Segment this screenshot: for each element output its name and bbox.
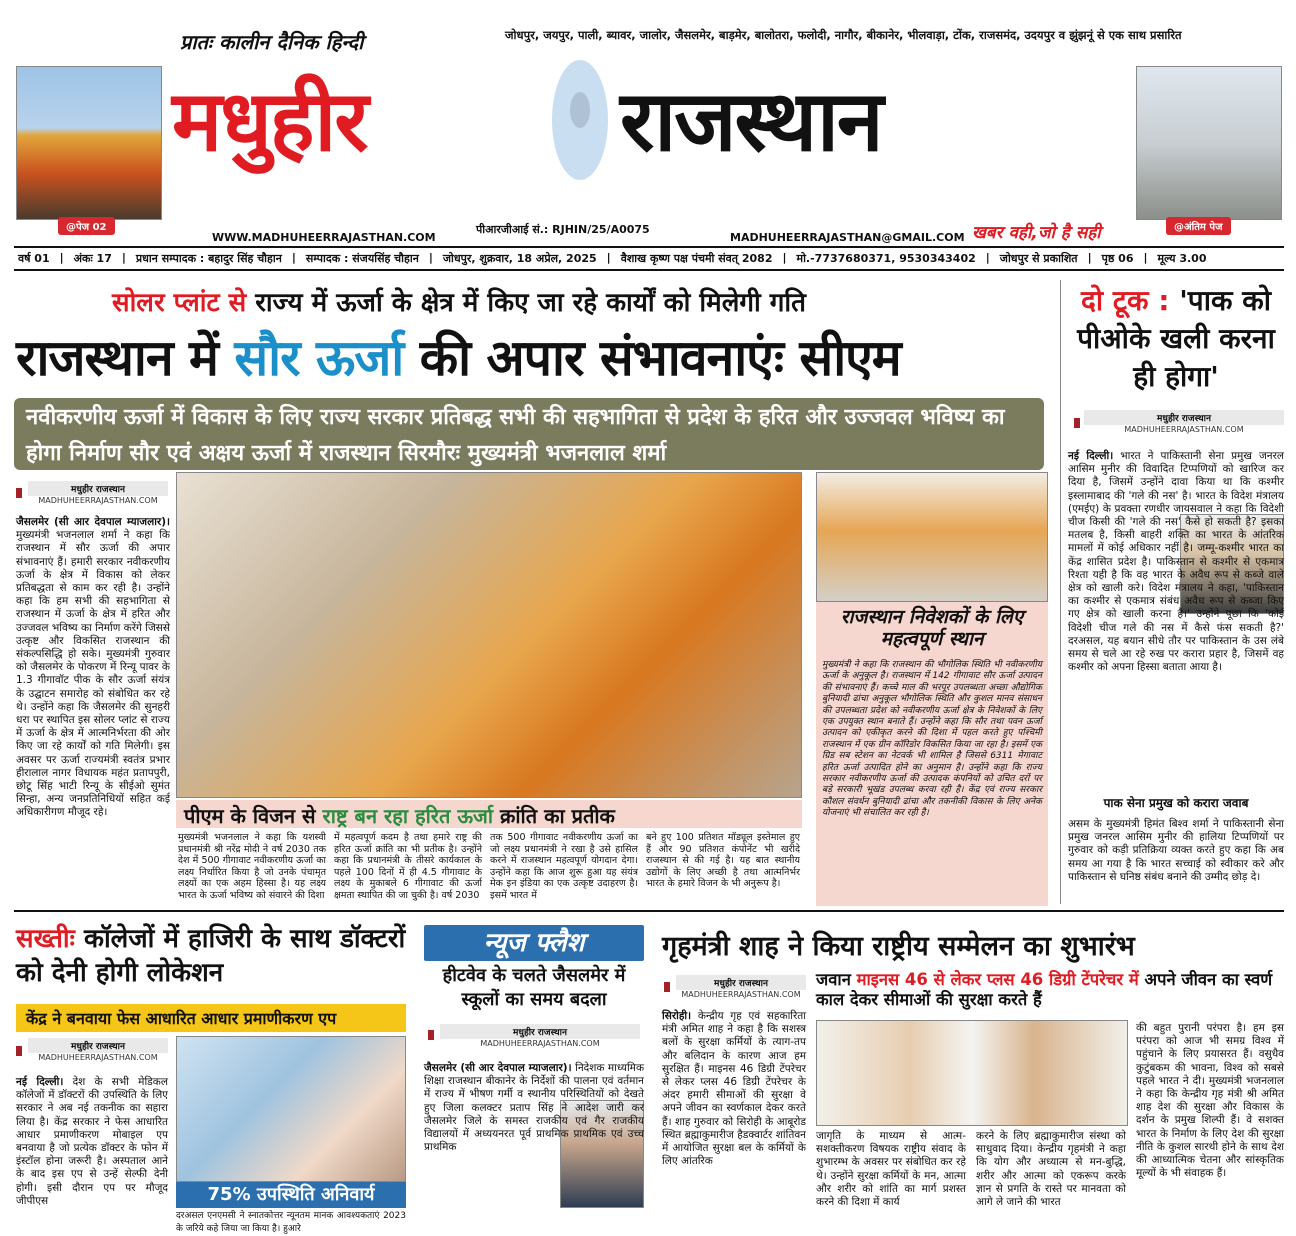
shah-deck — [816, 970, 1284, 1010]
lead-kicker-rest: राज्य में ऊर्जा के क्षेत्र में किए जा रहे कार्यों को मिलेगी गति — [255, 288, 806, 318]
shah-body-col4: की बहुत पुरानी परंपरा है। हम इस परंपरा को आज भी समग्र विश्व में पहुंचाने के लिए प्रयासरत हैं। वसुधैव कुटुंबकम की भावना, विश्व को सबसे पहले भारत ने दी। मुख्यमंत्री भजनलाल ने कहा कि केन्द्रीय गृह मंत्री श्री अमित शाह देश की सुरक्षा और विकास के दर्शन के प्रमुख शिल्पी हैं। वे सशक्त भारत के निर्माण के लिए देश की सुरक्षा नीति के कुशल सारथी होने के साथ देश की आध्यात्मिक चेतना और सांस्कृतिक मूल्यों के भी संवाहक हैं। — [1136, 1022, 1284, 1180]
lead-headline-a: राजस्थान में — [16, 329, 218, 387]
lead-kicker — [112, 283, 806, 319]
news-flash-credit-site: MADHUHEERRAJASTHAN.COM — [480, 1039, 600, 1048]
year: वर्ष 01 — [18, 252, 50, 265]
email-link[interactable]: MADHUHEERRAJASTHAN@GMAIL.COM — [730, 231, 965, 244]
news-flash-body-text: निदेशक माध्यमिक शिक्षा राजस्थान बीकानेर के निर्देशों की पालना एवं वर्तमान में राज्य में भीषण गर्मी व स्थानीय परिस्थितियों को देखते हुए जिला कलक्टर प्रताप सिंह ने आदेश जारी कर जैसलमेर जिले के समस्त राजकीय एवं गैर राजकीय विद्यालयों में अध्ययनरत पूर्व प्राथमिक प्राथमिक एवं उच्च प्राथमिक — [424, 1062, 645, 1154]
shah-credit-site: MADHUHEERRAJASTHAN.COM — [681, 990, 801, 999]
right-credit-name: मधुहीर राजस्थान — [1084, 410, 1284, 425]
right-photo-caption: @अंतिम पेज — [1166, 217, 1231, 235]
right-body-bottom: असम के मुख्यमंत्री हिमंत बिश्व शर्मा ने पाकिस्तानी सेना प्रमुख जनरल आसिम मुनीर की हालिया टिप्पणियों पर गुरुवार को कड़ी प्रतिक्रिया व्यक्त करते हुए कहा कि अब समय आ गया है कि भारत सच्चाई को स्वीकार करे और पाकिस्तान से घनिष्ठ संबंध बनाने की उम्मीद छोड़ दे। — [1068, 818, 1284, 883]
lead-photo-release — [816, 472, 1048, 602]
shah-body-col1 — [662, 1010, 806, 1226]
registration-number: पीआरजीआई सं.: RJHIN/25/A0075 — [476, 223, 650, 236]
lead-subhead-a: पीएम के विजन से — [184, 804, 316, 828]
shah-body-col1-text: केन्द्रीय गृह एवं सहकारिता मंत्री अमित शाह ने कहा है कि सशस्त्र बलों के सुरक्षा कर्मियों के त्याग-तप और बलिदान के कारण आज हम सुरक्षित हैं। माइनस 46 डिग्री टेंपरेचर से लेकर प्लस 46 डिग्री टेंपरेचर के अंदर हमारी सीमाओं की सुरक्षा वे अपने जीवन का स्वर्णकाल देकर करते हैं। शाह गुरुवार को सिरोही के आबूरोड स्थित ब्रह्माकुमारीज हैडक्वार्टर शांतिवन में आयोजित सुरक्षा बल के कर्मियों के लिए आंतरिक — [662, 1010, 807, 1168]
attendance-kicker: सख्तीः — [16, 924, 75, 954]
lead-headline — [16, 322, 901, 390]
right-body-top-text: भारत ने पाकिस्तानी सेना प्रमुख जनरल आसिम मुनीर की विवादित टिप्पणियों को खारिज कर दिया है, जिसमें उन्होंने दावा किया था कि कश्मीर इस्लामाबाद की 'गले की नस' है। भारत के विदेश मंत्रालय (एमईए) के प्रवक्ता रणधीर जायसवाल ने कहा कि विदेशी चीज किसी की 'गले की नस' कैसे हो सकती है? इसका मतलब है, किसी बाहरी शक्ति का भारत के आंतरिक मामलों में कोई अधिकार नहीं है। जम्मू-कश्मीर भारत का केंद्र शासित प्रदेश है। पाकिस्तान से कश्मीर से एकमात्र रिश्ता यही है कि वह भारत के अवैध रूप से कब्जे वाले क्षेत्र को खाली करे। विदेश मंत्रालय ने कहा, 'पाकिस्तान का कश्मीर से एकमात्र संबंध अवैध रूप से कब्जा किए गए क्षेत्र को खाली करना है।' उन्होंने पूछा कि 'कोई विदेशी चीज गले की नस में कैसे फंस सकती है?' दरअसल, यह बयान सीधे तौर पर पाकिस्तान के उस लंबे समय से चले आ रहे रुख पर करारा प्रहार है, जिसमें वह कश्मीर को अपना हिस्सा बताता आया है। — [1068, 450, 1284, 674]
lead-subhead-c: क्रांति का प्रतीक — [500, 804, 615, 828]
slogan: खबर वही,जो है सही — [972, 223, 1101, 243]
right-kicker: दो टूक : — [1081, 284, 1170, 317]
infobar: वर्ष 01 | अंकः 17 | प्रधान सम्पादक : बहादुर सिंह चौहान | सम्पादक : संजयसिंह चौहान | जोधपुर, शुक्रवार, 18 अप्रेल, 2025 | वैशाख कृष्ण पक्ष पंचमी संवत् 2082 | मो.-7737680371, 9530343402 | जोधपुर से प्रकाशित | पृष्ठ 06 | मूल्य 3.00 — [18, 251, 1207, 265]
samvat: वैशाख कृष्ण पक्ष पंचमी संवत् 2082 — [620, 252, 773, 265]
lead-sub-col4: बने हुए 100 प्रतिशत मॉड्यूल इस्तेमाल हुए हैं और 90 प्रतिशत कंपोनेंट भी खरीदे राजस्थान से की गई है। यह बात स्थानीय उद्योगों के लिए अच्छी है तथा आत्मनिर्भर भारत के हमारे विजन के भी अनुरूप है। — [646, 832, 800, 889]
lead-sub-col3: तक 500 गीगावाट नवीकरणीय ऊर्जा का जो लक्ष्य प्रधानमंत्री ने रखा है उसे हासिल करने में राजस्थान महत्वपूर्ण योगदान देगा। उन्होंने कहा कि आज शुरू हुआ यह संयंत्र मेक इन इंडिया का एक उत्कृष्ट उदाहरण है। इसमें भारत में — [490, 832, 638, 901]
lead-photo-ceremony — [176, 472, 802, 798]
news-flash-credit — [440, 1024, 640, 1048]
attendance-credit-site: MADHUHEERRAJASTHAN.COM — [38, 1053, 158, 1062]
section-divider — [14, 910, 1284, 912]
right-dateline: नई दिल्ली। — [1068, 450, 1114, 462]
lead-credit-name: मधुहीर राजस्थान — [28, 481, 168, 496]
lead-sub-col2: में महत्वपूर्ण कदम है तथा हमारे राष्ट्र की हरित ऊर्जा क्रांति का भी प्रतीक है। उन्होंने कहा कि प्रधानमंत्री के तीसरे कार्यकाल के पहले 100 दिनों में ही 4.5 गीगावाट के लक्ष्य के मुकाबले 6 गीगावाट की ऊर्जा क्षमता स्थापित की जा चुकी है। वर्ष 2030 — [334, 832, 482, 901]
issue-date: जोधपुर, शुक्रवार, 18 अप्रेल, 2025 — [442, 252, 597, 265]
right-col-divider — [1060, 280, 1061, 904]
lead-headline-c: की अपार संभावनाएंः सीएम — [419, 329, 901, 387]
published-from: जोधपुर से प्रकाशित — [999, 252, 1078, 265]
lead-marker — [16, 488, 22, 498]
masthead-title-part2: राजस्थान — [620, 72, 882, 170]
right-marker — [1074, 418, 1080, 428]
shah-credit-name: मधुहीर राजस्थान — [676, 975, 806, 990]
right-subhead: पाक सेना प्रमुख को करारा जवाब — [1103, 796, 1249, 810]
shah-body-col2: जागृति के माध्यम से आत्म-सशक्तीकरण विषयक राष्ट्रीय संवाद के शुभारम्भ के अवसर पर संबोधित कर रहे थे। उन्होंने सुरक्षा कर्मियों के मन, आत्मा और शरीर को शांति का मार्ग प्रशस्त करने की दिशा में कार्य — [816, 1130, 966, 1209]
lead-body-text: मुख्यमंत्री भजनलाल शर्मा ने कहा कि राजस्थान में सौर ऊर्जा की अपार संभावनाएं हैं। हमारी सरकार नवीकरणीय ऊर्जा के क्षेत्र में विकास को लेकर प्रतिबद्धता से काम कर रही है। उन्होंने कहा कि हम सभी की सहभागिता से राजस्थान में ऊर्जा के क्षेत्र में हरित और उज्जवल भविष्य का निर्माण करेंगे जिससे उत्कृष्ट और विकसित राजस्थान की संकल्पसिद्धि हो सके। मुख्यमंत्री गुरुवार को जैसलमेर के पोकरण में रिन्यू पावर के 1.3 गीगावॉट पीक के सौर ऊर्जा संयंत्र के उद्घाटन समारोह को संबोधित कर रहे थे। उन्होंने कहा कि जैसलमेर की सुनहरी धरा पर स्थापित इस सोलर प्लांट से राज्य में ऊर्जा के क्षेत्र में आत्मनिर्भरता की ओर किए जा रहे कार्यों को गति मिलेगी। इस अवसर पर ऊर्जा राज्यमंत्री स्वतंत्र प्रभार हीरालाल नागर विधायक महंत प्रतापपुरी, छोटू सिंह भाटी रिन्यू के सीईओ सुमंत सिन्हा, अन्य जनप्रतिनिधियों सहित कई अधिकारीगण मौजूद रहे। — [16, 529, 170, 819]
shah-deck-c: अपने जीवन का स्वर्ण काल देकर सीमाओं की सुरक्षा करते हैं — [816, 970, 1273, 1009]
news-flash-body — [424, 1062, 644, 1226]
right-masthead-photo — [1136, 66, 1282, 220]
shah-marker — [664, 982, 670, 992]
news-flash-marker — [428, 1030, 434, 1040]
editor: सम्पादक : संजयसिंह चौहान — [305, 252, 419, 265]
attendance-body-text: देश के सभी मेडिकल कॉलेजों में डॉक्टरों की उपस्थिति के लिए सरकार ने अब नई तकनीक का सहारा लिया है। केंद्र सरकार ने फेस आधारित आधार प्रमाणीकरण मोबाइल एप बनवाया है जो प्रत्येक डॉक्टर के फोन में इंस्टॉल होना जरूरी है। अस्पताल आने के बाद इस एप से उन्हें सेल्फी देनी होगी। इसी दौरान एप पर मौजूद जीपीएस — [16, 1076, 168, 1207]
lead-credit — [28, 481, 168, 505]
right-body-top — [1068, 450, 1284, 790]
edition-cities: जोधपुर, जयपुर, पाली, ब्यावर, जालोर, जैसलमेर, बाड़मेर, बालोतरा, फलोदी, नागौर, बीकानेर, भीलवाड़ा, टोंक, राजसमंद, उदयपुर व झुंझनूं से एक साथ प्रसारित — [505, 28, 1182, 42]
shah-dateline: सिरोही। — [662, 1010, 692, 1022]
shah-body-col3: करने के लिए ब्रह्माकुमारीज संस्था को साधुवाद दिया। केन्द्रीय गृहमंत्री ने कहा कि योग और अध्यात्म से मन-बुद्धि, शरीर और आत्मा को एकरूप करके ज्ञान से प्रगति के रास्ते पर मानवता को आगे ले जाने की भारत — [976, 1130, 1126, 1209]
page-count: पृष्ठ 06 — [1101, 252, 1134, 265]
lead-dateline: जैसलमेर (सी आर देवपाल म्याजलार)। — [16, 516, 170, 528]
side-body: मुख्यमंत्री ने कहा कि राजस्थान की भौगोलिक स्थिति भी नवीकरणीय ऊर्जा के अनुकूल है। राजस्थान में 142 गीगावाट सौर ऊर्जा उत्पादन की संभावनाएं हैं। कच्चे माल की भरपूर उपलब्धता अच्छा औद्योगिक बुनियादी ढांचा अनुकूल भौगोलिक स्थिति और कुशल मानव संसाधन की उपलब्धता प्रदेश को नवीकरणीय ऊर्जा क्षेत्र के निवेशकों के लिए एक उपयुक्त स्थान बनाते हैं। उन्होंने कहा कि सौर तथा पवन ऊर्जा उत्पादन को एकीकृत करने की दिशा में पहल करते हुए पश्चिमी राजस्थान में एक ग्रीन कॉरिडोर विकसित किया जा रहा है। इसमें एक ग्रिड सब स्टेशन का नेटवर्क भी शामिल है जिससे 6311 मेगावाट हरित ऊर्जा उत्पादित होने का अनुमान है। उन्होंने कहा कि राज्य सरकार नवीकरणीय ऊर्जा की उत्पादक कंपनियों को उचित दरों पर बड़े सरकारी भूखंड उपलब्ध करवा रही है। केंद्र एवं राज्य सरकार कौशल संवर्धन बुनियादी ढांचा और तकनीकी विकास के लिए अनेक योजनाएं भी संचालित कर रही है। — [822, 660, 1042, 819]
attendance-headline-text: कॉलेजों में हाजिरी के साथ डॉक्टरों को देनी होगी लोकेशन — [16, 924, 406, 988]
right-credit-site: MADHUHEERRAJASTHAN.COM — [1124, 425, 1244, 434]
right-headline-text: 'पाक को पीओके खली करना ही होगा' — [1077, 284, 1275, 393]
lead-subhead — [176, 800, 802, 828]
issue: अंकः 17 — [73, 252, 112, 265]
lead-body — [16, 516, 170, 906]
shah-deck-a: जवान — [816, 970, 851, 989]
shah-deck-b: माइनस 46 से लेकर प्लस 46 डिग्री टेंपरेचर में — [856, 970, 1139, 989]
lead-headline-b: सौर ऊर्जा — [234, 329, 404, 387]
chief-editor: प्रधान सम्पादक : बहादुर सिंह चौहान — [135, 252, 282, 265]
masthead-title-part1: मधुहीर — [172, 72, 367, 170]
right-credit — [1084, 410, 1284, 434]
train-photo — [16, 66, 162, 220]
lead-sub-col1: मुख्यमंत्री भजनलाल ने कहा कि यशस्वी प्रधानमंत्री श्री नरेंद्र मोदी ने वर्ष 2030 तक देश में 500 गीगावाट नवीकरणीय ऊर्जा का लक्ष्य निर्धारित किया है जो उनके पंचामृत लक्ष्यों का एक अहम हिस्सा है। यह लक्ष्य भारत के ऊर्जा भविष्य को संवारने की दिशा — [178, 832, 326, 901]
lead-subhead-b: राष्ट्र बन रहा हरित ऊर्जा — [322, 804, 494, 828]
attendance-bar: केंद्र ने बनवाया फेस आधारित आधार प्रमाणीकरण एप — [16, 1004, 406, 1032]
doctor-photo-caption: 75% उपस्थिति अनिवार्य — [176, 1182, 406, 1208]
news-flash-dateline: जैसलमेर (सी आर देवपाल म्याजलार)। — [424, 1062, 572, 1074]
news-flash-headline: हीटवेव के चलते जैसलमेर में स्कूलों का समय बदला — [442, 965, 626, 1010]
price: मूल्य 3.00 — [1157, 252, 1207, 265]
infobar-bottom-rule — [14, 269, 1284, 271]
side-heading: राजस्थान निवेशकों के लिए महत्वपूर्ण स्थान — [840, 606, 1024, 650]
lead-credit-site: MADHUHEERRAJASTHAN.COM — [38, 496, 158, 505]
attendance-marker — [16, 1046, 22, 1056]
news-flash-label: न्यूज फ्लैश — [424, 925, 644, 961]
news-flash-credit-name: मधुहीर राजस्थान — [440, 1024, 640, 1039]
shah-headline: गृहमंत्री शाह ने किया राष्ट्रीय सम्मेलन का शुभारंभ — [662, 931, 1135, 962]
right-headline — [1068, 282, 1284, 396]
lead-kicker-red: सोलर प्लांट से — [112, 288, 247, 318]
infobar-top-rule — [14, 246, 1284, 248]
mobile: मो.-7737680371, 9530343402 — [796, 252, 976, 265]
shah-event-photo — [816, 1020, 1128, 1126]
attendance-body — [16, 1076, 168, 1208]
doctor-app-photo — [176, 1036, 406, 1182]
attendance-credit-name: मधुहीर राजस्थान — [28, 1038, 168, 1053]
website-link[interactable]: WWW.MADHUHEERRAJASTHAN.COM — [212, 231, 436, 244]
lead-deck: नवीकरणीय ऊर्जा में विकास के लिए राज्य सरकार प्रतिबद्ध सभी की सहभागिता से प्रदेश के हरित और उज्जवल भविष्य का होगा निर्माण सौर एवं अक्षय ऊर्जा में राजस्थान सिरमौरः मुख्यमंत्री भजनलाल शर्मा — [14, 398, 1044, 470]
attendance-credit — [28, 1038, 168, 1062]
shah-credit — [676, 975, 806, 999]
attendance-headline — [16, 922, 410, 990]
attendance-footer: दरअसल एनएमसी ने स्नातकोत्तर न्यूनतम मानक आवश्यकताएं 2023 के जरिये कहे जिया जा किया है। हुआरे — [176, 1211, 406, 1235]
masthead-tagline: प्रातः कालीन दैनिक हिन्दी — [180, 30, 364, 54]
attendance-dateline: नई दिल्ली। — [16, 1076, 64, 1088]
left-photo-caption: @पेज 02 — [58, 217, 115, 235]
